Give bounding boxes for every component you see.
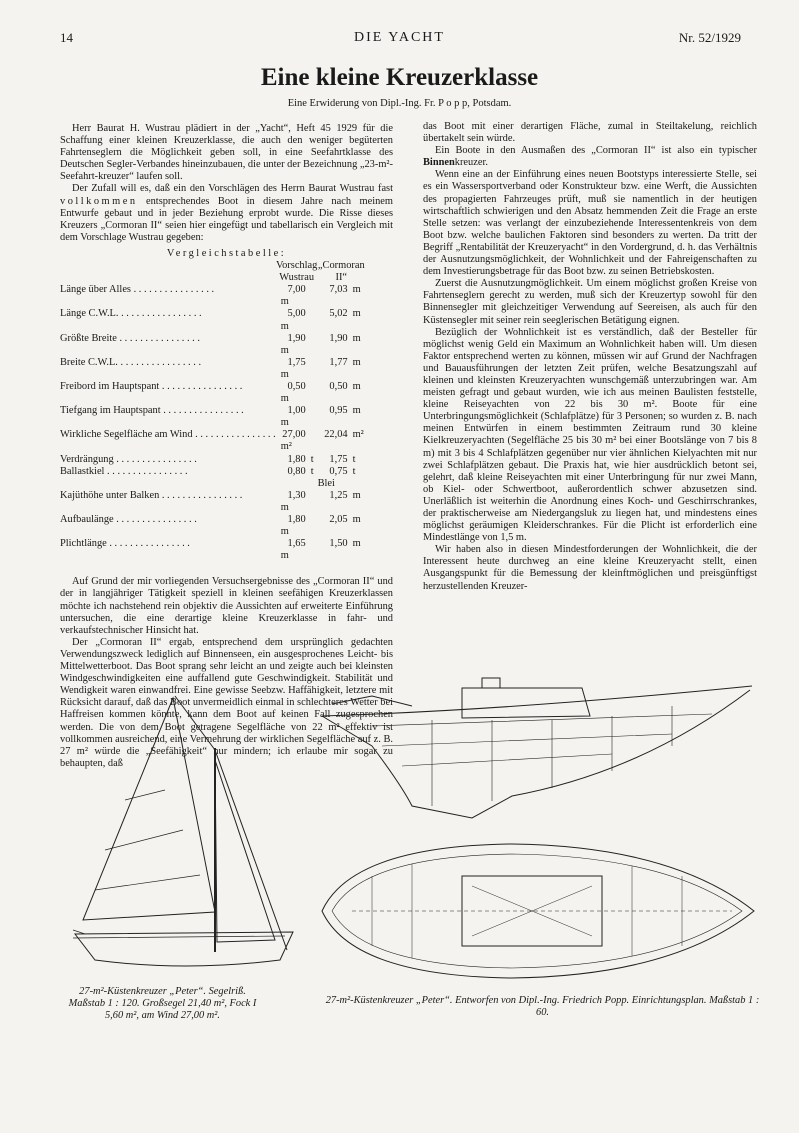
cormoran-value-unit: t bbox=[352, 453, 356, 465]
sheer-line bbox=[322, 686, 752, 716]
row-label: Länge C.W.L. bbox=[60, 308, 119, 320]
wustrau-value: 0,80 bbox=[287, 465, 306, 477]
cormoran-value-unit: m bbox=[352, 514, 361, 525]
row-label: Aufbaulänge bbox=[60, 514, 114, 525]
paragraph: das Boot mit einer derartigen Fläche, zumal in Steiltakelung, reichlich übertakelt sein würde. bbox=[423, 121, 757, 145]
wustrau-value: 5,00 bbox=[287, 308, 306, 320]
paragraph: Ein Boote in den Ausmaßen des „Cormoran II“ ist also ein typischer Binnenkreuzer. bbox=[423, 145, 757, 169]
wustrau-value-unit: m bbox=[280, 296, 289, 308]
row-label: Ballastkiel bbox=[60, 465, 105, 477]
wustrau-value: 1,65 bbox=[287, 538, 306, 550]
cormoran-value-unit: m bbox=[352, 308, 361, 320]
leader-dots: . . . . . . . . . . . . . . . . bbox=[159, 380, 243, 392]
table-row bbox=[60, 514, 365, 538]
cormoran-value-unit: m bbox=[352, 380, 361, 392]
leader-dots: . . . . . . . . . . . . . . . . bbox=[160, 405, 244, 417]
cormoran-value-unit: m bbox=[352, 356, 361, 368]
cormoran-value: 7,03 bbox=[329, 284, 348, 296]
wustrau-value: 7,00 bbox=[287, 284, 306, 296]
magazine-name: DIE YACHT bbox=[354, 30, 445, 45]
row-label: Plichtlänge bbox=[60, 538, 107, 550]
cormoran-value: 0,95 bbox=[329, 405, 348, 417]
row-label: Länge über Alles bbox=[60, 284, 131, 296]
article-byline: Eine Erwiderung von Dipl.-Ing. Fr. P o p p, Potsdam. bbox=[287, 98, 512, 109]
cormoran-value: 0,75 bbox=[329, 465, 348, 477]
paragraph: Auf Grund der mir vorliegenden Versuchsergebnisse des „Cormoran II“ und der in langjähriger Tätigkeit speziell in kleinen seefähigen Kreuzerklassen möchte ich nachstehend rein objektiv die Aussichten auf erweiterte Einführung untersuchen, die eine derartige kleine Kreuzerklasse in fahr- und verkaufstechnischer Hinsicht hat. bbox=[60, 576, 393, 636]
issue-number: Nr. 52/1929 bbox=[678, 30, 741, 45]
cabin-top bbox=[462, 688, 590, 718]
paragraph: Der Zufall will es, daß ein den Vorschlägen des Herrn Baurat Wustrau fast vollkommen entsprechendes Boot in diesem Jahre nach meinem Entwurfe gebaut und in jeder Beziehung erprobt wurde. Die Risse dieses Kreuzers „Cormoran II“ seien hier eingefügt und tabellarisch ein Vergleich mit dem Vorschlage Wustrau gegeben: bbox=[60, 183, 393, 243]
wustrau-value-unit: m bbox=[280, 368, 289, 380]
table-row bbox=[60, 381, 365, 405]
table-row bbox=[60, 405, 365, 429]
emphasis-bold: Binnen bbox=[423, 157, 455, 169]
wustrau-value-unit: m bbox=[280, 526, 289, 538]
cormoran-value: 1,75 bbox=[329, 453, 348, 465]
hatch bbox=[482, 678, 500, 688]
cormoran-value-unit: m bbox=[352, 405, 361, 417]
cormoran-value: 5,02 bbox=[329, 308, 348, 320]
row-label: Verdrängung bbox=[60, 453, 114, 465]
leader-dots: . . . . . . . . . . . . . . . . bbox=[104, 465, 188, 477]
wustrau-value-unit: m bbox=[280, 393, 289, 405]
hull-profile bbox=[322, 690, 750, 818]
cormoran-value: 1,50 bbox=[329, 538, 348, 550]
table-row bbox=[60, 490, 365, 514]
right-column bbox=[423, 121, 757, 593]
leader-dots: . . . . . . . . . . . . . . . . bbox=[192, 429, 276, 441]
sail-plan-drawing bbox=[65, 690, 295, 980]
cormoran-value-unit: t Blei bbox=[317, 465, 356, 489]
leader-dots: . . . . . . . . . . . . . . . . bbox=[116, 332, 200, 344]
leader-dots: . . . . . . . . . . . . . . . . bbox=[130, 284, 215, 296]
wustrau-value-unit: m bbox=[280, 320, 289, 332]
row-label: Tiefgang im Hauptspant bbox=[60, 405, 161, 417]
paragraph: Bezüglich der Wohnlichkeit ist es verständlich, daß der Besteller für möglichst wenig Geld ein Maximum an Wohnlichkeit haben will. Um diesen Faktor entsprechend werten zu können, müssen wir auf Grund der Nachfragen und Bauausführungen der letzten Zeit prüfen, welche Besatzungszahl auf kleinen und kleinsten Kreuzeryachten wunschgemäß unterzubringen war. Am meisten gefragt und gebaut wurden, wie ich aus meinen Baulisten feststelle, kleine Reiseyachten von 22 bis 30 m². Boote für eine Unterbringungsmöglichkeit (Schlafplätze) für 3 Personen; so wurden z. B. nach meinen Entwürfen in einem bestimmten Zeitraum rund 30 kleine Kielkreuzeryachten (Segelfläche 25 bis 30 m² bei einer Bootslänge von 7 bis 8 m) mit 3 bis 4 Schlafplätzen gegenüber nur vier ähnlichen Kielyachten mit nur zwei Schlafplätzen gebaut. Die Praxis hat, wie hier ausdrücklich betont sei, gelehrt, daß kleine Reiseyachten mit einer Unterbringung für nur zwei Mann, ob Kiel- oder Schwertboot, außerordentlich schwer abzusetzen sind. Unerläßlich ist weiterhin die Anordnung eines Koch- und Geschirrschrankes, der praktischerweise am Niedergangsluk zu liegen hat, und mindestens eines möglichst geräumigen Kleiderschrankes. Für die Plicht ist erforderlich eine Mindestlänge von 1,5 m. bbox=[423, 326, 757, 544]
tiller bbox=[332, 696, 412, 706]
cormoran-value: 2,05 bbox=[329, 514, 348, 525]
cormoran-value: 22,04 bbox=[324, 429, 348, 441]
wustrau-value-unit: m bbox=[280, 550, 289, 562]
table-caption: Vergleichstabelle: bbox=[166, 247, 287, 259]
cormoran-value-unit: m bbox=[352, 284, 361, 296]
table-header: „Cormoran II“ bbox=[317, 260, 365, 284]
wustrau-value-unit: m² bbox=[280, 441, 292, 453]
row-label: Wirkliche Segelfläche am Wind bbox=[60, 429, 193, 441]
wustrau-value: 1,75 bbox=[287, 356, 306, 368]
leader-dots: . . . . . . . . . . . . . . . . bbox=[113, 514, 197, 525]
paragraph: Wir haben also in diesen Mindestforderungen der Wohnlichkeit, die der Interessent heute durchweg an eine kleine Kreuzeryacht stellt, einen Ausgangspunkt für die Bemessung der kleinftmöglichen und preisgünftigst herzustellenden Kreuzer- bbox=[423, 544, 757, 592]
row-label: Kajüthöhe unter Balken bbox=[60, 489, 160, 501]
table-row bbox=[60, 333, 365, 357]
jib-stay bbox=[215, 750, 287, 950]
wustrau-value: 0,50 bbox=[287, 380, 306, 392]
wustrau-value: 1,00 bbox=[287, 405, 306, 417]
wustrau-value-unit: t bbox=[310, 465, 314, 477]
leader-dots: . . . . . . . . . . . . . . . . bbox=[159, 489, 243, 501]
wustrau-value: 1,30 bbox=[287, 489, 306, 501]
table-row bbox=[60, 308, 365, 332]
leader-dots: . . . . . . . . . . . . . . . . bbox=[113, 453, 197, 465]
leader-dots: . . . . . . . . . . . . . . . . bbox=[118, 308, 202, 320]
page-number: 14 bbox=[60, 30, 73, 45]
mainsail bbox=[83, 698, 215, 920]
wustrau-value-unit: m bbox=[280, 501, 289, 513]
cormoran-value-unit: m² bbox=[352, 429, 364, 441]
wustrau-value: 27,00 bbox=[282, 429, 306, 441]
jib bbox=[215, 760, 275, 942]
paragraph: Der „Cormoran II“ ergab, entsprechend dem ursprünglich gedachten Verwendungszweck lediglich auf Binnenseen, ein ausgesprochenes Leicht- bis Mittelwetterboot. Das Boot sprang sehr leicht an und zeigte auch bei kleinsten Windgeschwindigkeiten eine auffallend gute Geschwindigkeit. Stabilität und Wendigkeit waren einwandfrei. Eine gewisse Seebzw. Haffähigkeit, letztere mit Rücksicht darauf, daß das Boot unvermeidlich einmal in schlechteres Wetter bei Haffreisen kommen könnte, kann dem Boot auf keinen Fall zugesprochen werden. Die von dem Boot getragene Segelfläche von 22 m² effektiv ist vollkommen ausreichend, eine Vermehrung der wirklichen Segelfläche auf z. B. 27 m² würde die „Seefähigkeit“ nur mindern; ich erlaube mir sogar zu behaupten, daß bbox=[60, 636, 393, 769]
paragraph: Wenn eine an der Einführung eines neuen Bootstyps interessierte Stelle, sei es ein Wassersportverband oder Konstrukteur bzw. eine Werft, die Aussichten des propagierten Fahrzeuges prüft, muß sie namentlich in der heutigen wirtschaftlich schwierigen und den Absatz hemmenden Zeit die Frage an erste Stelle setzen: was verlangt der einzubeziehende Interessentenkreis von dem Boot bzw. welche baulichen Faktoren sind besonders zu werten. Da tritt der Begriff „Rentabilität der Kreuzeryacht“ in den Vordergrund, d. h. das Verhältnis der Ausnutzungsmöglichkeit, der Wohnlichkeit und der Fahreigenschaften zu dem Investierungsbetrage für das Boot bzw. zu seinen Betriebskosten. bbox=[423, 169, 757, 278]
wustrau-value: 1,80 bbox=[287, 514, 306, 525]
table-header: Vorschlag Wustrau bbox=[275, 260, 318, 284]
cormoran-value-unit: m bbox=[352, 489, 361, 501]
wustrau-value: 1,80 bbox=[287, 453, 306, 465]
cormoran-value: 1,25 bbox=[329, 489, 348, 501]
row-label: Breite C.W.L. bbox=[60, 356, 118, 368]
emphasis-spaced: vollkommen bbox=[60, 195, 138, 207]
cormoran-value: 0,50 bbox=[329, 380, 348, 392]
row-label: Freibord im Hauptspant bbox=[60, 380, 160, 392]
wustrau-value: 1,90 bbox=[287, 332, 306, 344]
comparison-table bbox=[60, 260, 365, 562]
table-row bbox=[60, 357, 365, 381]
table-row bbox=[60, 466, 365, 490]
left-column bbox=[60, 123, 393, 770]
cormoran-value: 1,77 bbox=[329, 356, 348, 368]
table-row bbox=[60, 429, 365, 453]
table-row bbox=[60, 284, 365, 308]
profile-drawing bbox=[312, 676, 762, 836]
table-row bbox=[60, 454, 365, 466]
wustrau-value-unit: t bbox=[310, 453, 314, 465]
table-row bbox=[60, 538, 365, 562]
plan-view-drawing bbox=[312, 836, 762, 986]
leader-dots: . . . . . . . . . . . . . . . . bbox=[117, 356, 202, 368]
article-title: Eine kleine Kreuzerklasse bbox=[260, 64, 539, 91]
forestay bbox=[175, 696, 215, 750]
paragraph: Herr Baurat H. Wustrau plädiert in der „Yacht“, Heft 45 1929 für die Schaffung einer kleinen Kreuzerklasse, die auch den weniger begüterten Fahrtenseglern die Möglichkeit geben soll, in eine Seefahrtklasse des Deutschen Segler-Verbandes hineinzubauen, die unter der Bezeichnung „23-m²-Seefahrt-kreuzer“ laufen soll. bbox=[60, 123, 393, 183]
cormoran-value-unit: m bbox=[352, 538, 361, 550]
leader-dots: . . . . . . . . . . . . . . . . bbox=[106, 538, 190, 550]
cormoran-value: 1,90 bbox=[329, 332, 348, 344]
cormoran-value-unit: m bbox=[352, 332, 361, 344]
row-label: Größte Breite bbox=[60, 332, 117, 344]
wustrau-value-unit: m bbox=[280, 344, 289, 356]
wustrau-value-unit: m bbox=[280, 417, 289, 429]
figure-caption-right: 27-m²-Küstenkreuzer „Peter“. Entworfen von Dipl.-Ing. Friedrich Popp. Einrichtungsplan. Maßstab 1 : 60. bbox=[325, 995, 760, 1018]
figure-caption-left: 27-m²-Küstenkreuzer „Peter“. Segelriß. Maßstab 1 : 120. Großsegel 21,40 m², Fock I 5,60 m², am Wind 27,00 m². bbox=[68, 986, 257, 1021]
paragraph: Zuerst die Ausnutzungmöglichkeit. Um einem möglichst großen Kreise von Fahrtenseglern gerecht zu werden, muß sich der Kreuzertyp sowohl für den Binnensegler mit gleichzeitiger Verwendung auf Seereisen, als auch für den Küstensegler mit seiner rein seeglerischen Betätigung eignen. bbox=[423, 278, 757, 326]
